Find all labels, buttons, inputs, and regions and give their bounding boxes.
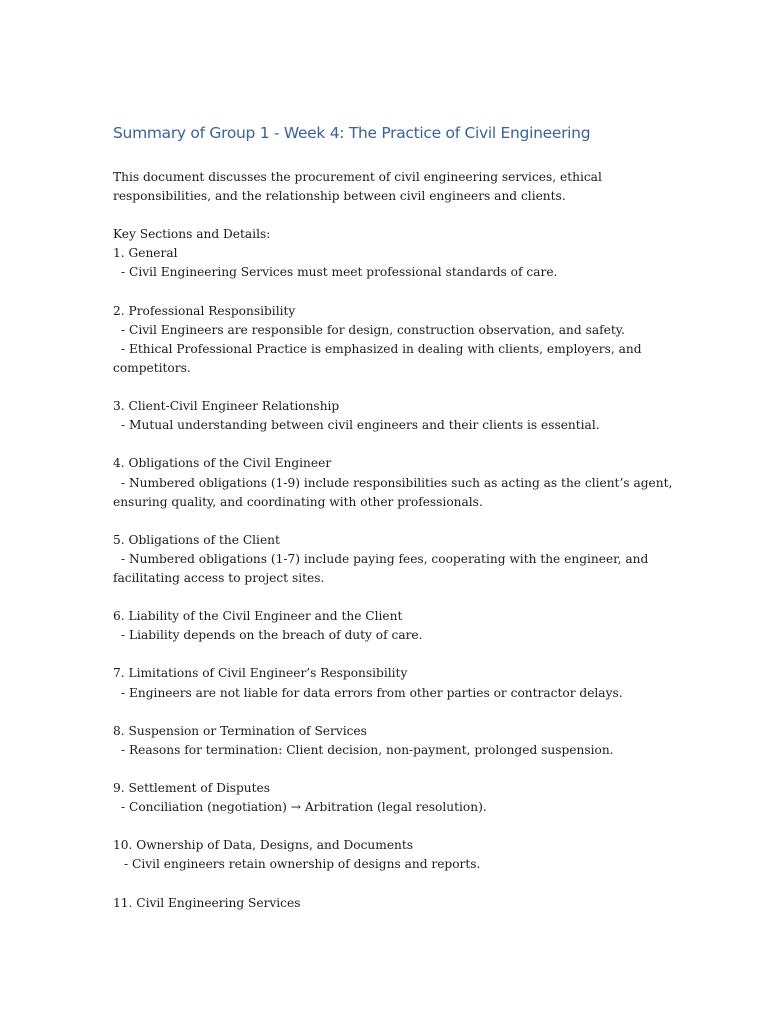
section-detail: - Civil Engineers are responsible for design, construction observation, and safety.	[121, 322, 625, 337]
spacer	[113, 435, 658, 454]
spacer	[113, 760, 658, 779]
spacer	[113, 378, 658, 397]
section-detail: - Civil Engineering Services must meet professional standards of care.	[121, 265, 558, 280]
section-detail: - Numbered obligations (1-9) include responsibilities such as acting as the client’s agent,	[121, 475, 673, 490]
section-detail: - Civil engineers retain ownership of designs and reports.	[124, 857, 481, 872]
section-heading: 8. Suspension or Termination of Services	[113, 723, 367, 738]
spacer	[113, 283, 658, 302]
spacer	[113, 512, 658, 531]
spacer	[113, 874, 658, 893]
section-heading: 5. Obligations of the Client	[113, 532, 280, 547]
section-detail: - Numbered obligations (1-7) include paying fees, cooperating with the engineer, and	[121, 551, 649, 566]
section-heading: 6. Liability of the Civil Engineer and the Client	[113, 609, 403, 624]
section-heading: 7. Limitations of Civil Engineer’s Responsibility	[113, 666, 408, 681]
section-heading: 3. Client-Civil Engineer Relationship	[113, 399, 340, 414]
document-body	[113, 168, 673, 913]
section-detail: - Liability depends on the breach of duty of care.	[121, 628, 423, 643]
spacer	[113, 817, 658, 836]
spacer	[113, 645, 658, 664]
section-heading: 1. General	[113, 246, 178, 261]
section-detail: - Mutual understanding between civil engineers and their clients is essential.	[121, 418, 600, 433]
section-detail-continuation: competitors.	[113, 360, 191, 375]
intro-line-2: responsibilities, and the relationship between civil engineers and clients.	[113, 189, 566, 204]
section-heading: 2. Professional Responsibility	[113, 303, 296, 318]
section-heading: 10. Ownership of Data, Designs, and Documents	[113, 838, 414, 853]
section-heading: 9. Settlement of Disputes	[113, 781, 271, 795]
section-detail-continuation: facilitating access to project sites.	[113, 570, 325, 585]
section-detail: - Reasons for termination: Client decision, non-payment, prolonged suspension.	[121, 742, 614, 757]
section-heading: 11. Civil Engineering Services	[113, 895, 301, 910]
intro-line-1: This document discusses the procurement of civil engineering services, ethical	[113, 170, 602, 184]
key-sections-heading: Key Sections and Details:	[113, 227, 271, 242]
section-detail: - Conciliation (negotiation) → Arbitration (legal resolution).	[121, 800, 487, 815]
section-detail: - Engineers are not liable for data errors from other parties or contractor delays.	[121, 685, 623, 700]
section-heading: 4. Obligations of the Civil Engineer	[113, 456, 332, 471]
section-detail: - Ethical Professional Practice is emphasized in dealing with clients, employers, and	[121, 341, 642, 356]
spacer	[113, 703, 658, 722]
section-detail-continuation: ensuring quality, and coordinating with other professionals.	[113, 494, 483, 509]
spacer	[113, 206, 658, 225]
document-title: Summary of Group 1 - Week 4: The Practice of Civil Engineering	[113, 124, 591, 142]
spacer	[113, 588, 658, 607]
